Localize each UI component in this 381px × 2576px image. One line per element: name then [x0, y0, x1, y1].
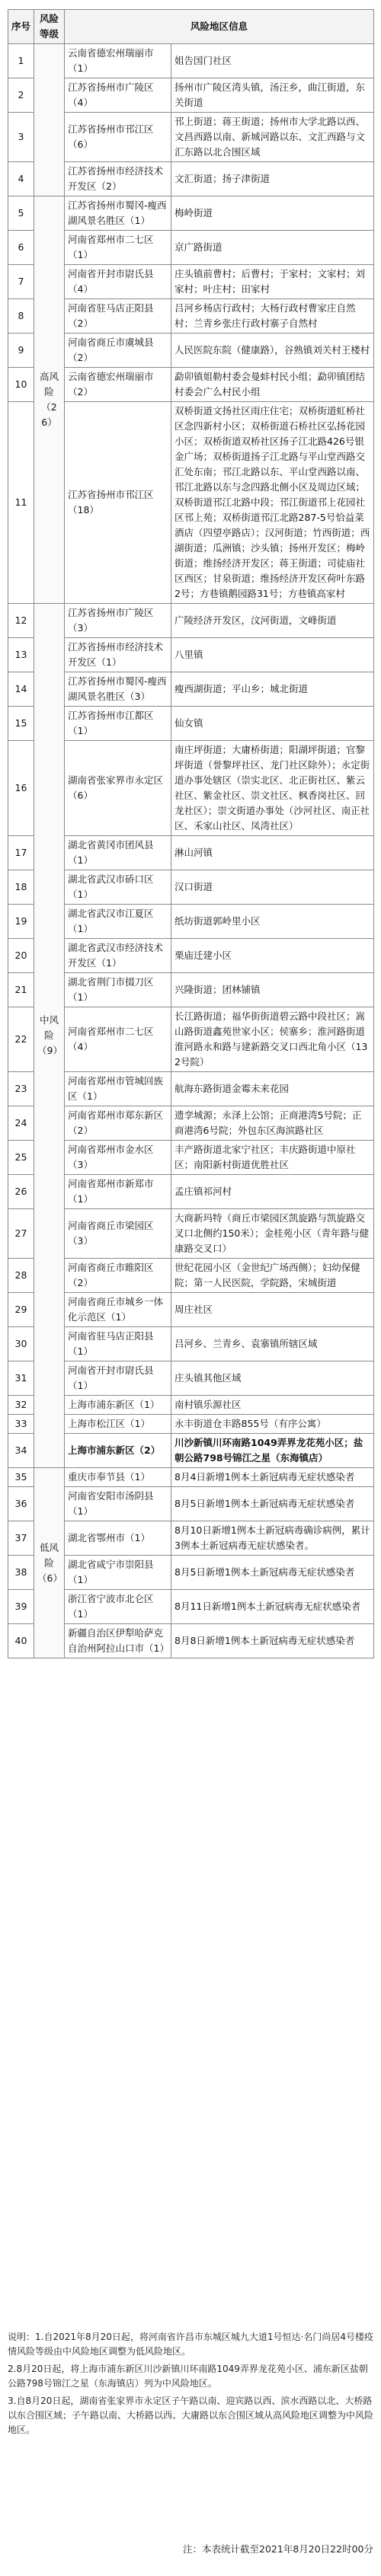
row-area-detail: 庄头镇其他区域	[171, 1361, 374, 1396]
row-region: 河南省商丘市城乡一体化示范区（1）	[65, 1293, 171, 1327]
row-region: 河南省商丘市睢阳区（2）	[65, 1259, 171, 1293]
row-area-detail: 南村镇乐源社区	[171, 1396, 374, 1415]
row-region: 湖北省武汉市经济技术开发区（1）	[65, 939, 171, 973]
row-area-detail: 汉口街道	[171, 870, 374, 905]
row-area-detail: 兴隆街道；团林铺镇	[171, 973, 374, 1007]
row-region: 河南省开封市尉氏县（4）	[65, 265, 171, 299]
row-region: 河南省郑州市郑东新区（2）	[65, 1106, 171, 1141]
row-region: 湖北省荆门市掇刀区（1）	[65, 973, 171, 1007]
row-number: 22	[8, 1007, 34, 1072]
row-number: 7	[8, 265, 34, 299]
row-number: 14	[8, 672, 34, 707]
row-area-detail: 梅岭街道	[171, 196, 374, 231]
row-area-detail: 勐卯镇姐勒村委会曼蚌村民小组；勐卯镇团结村委会广么村民小组	[171, 368, 374, 402]
row-region: 河南省商丘市虞城县（2）	[65, 334, 171, 368]
row-number: 5	[8, 196, 34, 231]
row-number: 2	[8, 78, 34, 113]
row-region: 江苏省扬州市邗江区（6）	[65, 113, 171, 162]
row-region: 江苏省扬州市蜀冈-瘦西湖风景名胜区（1）	[65, 196, 171, 231]
row-area-detail: 邗上街道；蒋王街道；扬州市大学北路以西、文昌西路以南、新城河路以东、文汇西路与文汇东路以北合围区域	[171, 113, 374, 162]
row-area-detail: 庄头镇前曹村；后曹村；于家村；文家村；刘家村；叶庄村；田家村	[171, 265, 374, 299]
row-region: 江苏省扬州市江都区（1）	[65, 707, 171, 741]
row-region: 江苏省扬州市广陵区（4）	[65, 78, 171, 113]
level-low-label: 低风险（6）	[34, 1468, 65, 1658]
row-area-detail: 栗庙迁建小区	[171, 939, 374, 973]
row-number: 13	[8, 638, 34, 672]
row-region: 湖北省武汉市硚口区（1）	[65, 870, 171, 905]
row-area-detail: 8月5日新增1例本土新冠病毒无症状感染者	[171, 1487, 374, 1521]
row-region: 河南省郑州市金水区（3）	[65, 1141, 171, 1175]
row-number: 23	[8, 1072, 34, 1106]
row-area-detail: 吕河乡杨店行政村；大杨行政村曹家庄自然村；兰青乡张庄行政村寨子自然村	[171, 299, 374, 334]
row-area-detail: 川沙新镇川环南路1049弄界龙花苑小区；盐朝公路798号锦江之星（东海镇店）	[171, 1434, 374, 1468]
row-number: 39	[8, 1590, 34, 1624]
table-row	[8, 1468, 374, 1487]
row-number: 37	[8, 1521, 34, 1556]
row-number: 29	[8, 1293, 34, 1327]
table-header-row	[8, 10, 374, 44]
row-area-detail: 广陵经济开发区，汶河街道，文峰街道	[171, 604, 374, 638]
row-region: 江苏省扬州市经济技术开发区（1）	[65, 638, 171, 672]
header-level: 风险等级	[34, 10, 65, 44]
level-high-label: 高风险（26）	[34, 196, 65, 604]
row-area-detail: 大商新玛特（商丘市梁园区凯旋路与凯旋路交叉口北侧约150米）；金桂苑小区（青年路与健康路交叉口）	[171, 1209, 374, 1259]
row-area-detail: 扬州市广陵区湾头镇，汤汪乡，曲江街道，东关街道	[171, 78, 374, 113]
row-region: 江苏省扬州市邗江区（18）	[65, 402, 171, 604]
note-item: 说明：1.自2021年8月20日起，将河南省许昌市东城区城九大道1号恒达·名门尚居4号楼疫情风险等级由中风险地区调整为低风险地区。	[8, 2332, 373, 2357]
row-region: 湖北省武汉市江夏区（1）	[65, 905, 171, 939]
row-area-detail: 永丰街道仓丰路855号（有序公寓）	[171, 1415, 374, 1434]
row-area-detail: 周庄社区	[171, 1293, 374, 1327]
row-number: 31	[8, 1361, 34, 1396]
header-no: 序号	[8, 10, 34, 44]
note-item: 3.自8月20日起，湖南省张家界市永定区子午路以南、迎宾路以西、滨水西路以北、大桥路以东合围区域；子午路以南、大桥路以西、大庸路以东合围区域从高风险地区调整为中风险地区。	[8, 2396, 374, 2435]
row-area-detail: 长江路街道；福华街街道碧云路中段社区；嵩山路街道鑫苑世家小区；侯寨乡；淮河路街道淮河路永和路与建新路交叉口西北角小区（132号院）	[171, 1007, 374, 1072]
table-row	[8, 196, 374, 231]
row-number: 4	[8, 162, 34, 196]
row-area-detail: 姐告国门社区	[171, 44, 374, 78]
row-number: 19	[8, 905, 34, 939]
row-area-detail: 遗孪城源；永泽上公馆；正商港湾5号院；正商港湾6号院；外包东区海滨路社区	[171, 1106, 374, 1141]
row-region: 湖南省张家界市永定区（6）	[65, 741, 171, 836]
row-region: 河南省安阳市汤阴县（1）	[65, 1487, 171, 1521]
row-area-detail: 人民医院东院（健康路），谷熟镇刘关村王楼村	[171, 334, 374, 368]
row-number: 30	[8, 1327, 34, 1361]
row-number: 9	[8, 334, 34, 368]
row-number: 26	[8, 1175, 34, 1209]
row-number: 17	[8, 836, 34, 870]
row-region: 江苏省扬州市经济技术开发区（2）	[65, 162, 171, 196]
row-number: 25	[8, 1141, 34, 1175]
row-area-detail: 8月11日新增1例本土新冠病毒无症状感染者	[171, 1590, 374, 1624]
row-region: 江苏省扬州市广陵区（3）	[65, 604, 171, 638]
table-row	[8, 604, 374, 638]
table-row	[8, 44, 374, 78]
row-number: 16	[8, 741, 34, 836]
note-item: 2.8月20日起，将上海市浦东新区川沙新镇川环南路1049弄界龙花苑小区、浦东新区盐朝公路798号锦江之星（东海镇店）列为中风险地区。	[8, 2364, 368, 2389]
row-area-detail: 双桥街道文扬社区雨庄住宅；双桥街道虹桥社区念四新村小区；双桥街道石桥社区弘扬花园小区；双桥街道双桥社区扬子江北路426号银金广场；双桥街道扬子江北路与平山堂西路交汇处东南；邗江北路以东、平山堂西路以南、邗江北路以东与念四路北侧小区及周边区域；双桥街道邗江北路中段；邗江街道邗上花园社区邗上苑；双桥街道邗江北路287-5号恰益菜酒店（四望亭路店）；汉河街道；竹西街道；西湖街道；瓜洲镇；沙头镇；扬州开发区；梅岭街道；维扬经济开发区；蒋王街道；司徒庙社区西区；甘泉街道；维扬经济开发区荷叶东路2号；方巷镇鹅园路31号；方巷镇高家村	[171, 402, 374, 604]
risk-area-table	[8, 9, 374, 1658]
row-region: 河南省郑州市二七区（4）	[65, 1007, 171, 1072]
row-number: 3	[8, 113, 34, 162]
row-area-detail: 文汇街道；扬子津街道	[171, 162, 374, 196]
row-number: 12	[8, 604, 34, 638]
row-area-detail: 8月8日新增1例本土新冠病毒无症状感染者	[171, 1624, 374, 1658]
row-number: 32	[8, 1396, 34, 1415]
row-region: 湖北省鄂州市（1）	[65, 1521, 171, 1556]
row-area-detail: 世纪花园小区（金世纪广场西侧）；妇幼保健院；第一人民医院，学院路，宋城街道	[171, 1259, 374, 1293]
row-area-detail: 航海东路街道金霉未来花园	[171, 1072, 374, 1106]
row-region: 河南省驻马店正阳县（1）	[65, 1327, 171, 1361]
row-number: 40	[8, 1624, 34, 1658]
row-number: 38	[8, 1556, 34, 1590]
row-area-detail: 仙女镇	[171, 707, 374, 741]
row-area-detail: 丰产路街道北家宁社区；丰庆路街道中原社区；南阳新村街道优胜社区	[171, 1141, 374, 1175]
row-area-detail: 瘦西湖街道；平山乡；城北街道	[171, 672, 374, 707]
row-number: 11	[8, 402, 34, 604]
row-region: 云南省德宏州瑞丽市（2）	[65, 368, 171, 402]
row-number: 15	[8, 707, 34, 741]
row-area-detail: 纸坊街道郭岭里小区	[171, 905, 374, 939]
row-number: 20	[8, 939, 34, 973]
row-number: 1	[8, 44, 34, 78]
row-region: 云南省德宏州瑞丽市（1）	[65, 44, 171, 78]
row-region: 上海市松江区（1）	[65, 1415, 171, 1434]
row-area-detail: 8月10日新增1例本土新冠病毒确诊病例，累计3例本土新冠病毒无症状感染者。	[171, 1521, 374, 1556]
row-number: 28	[8, 1259, 34, 1293]
level-high-blank	[34, 44, 65, 196]
row-number: 24	[8, 1106, 34, 1141]
row-number: 21	[8, 973, 34, 1007]
row-area-detail: 吕河乡、兰青乡、袁寨镇所辖区域	[171, 1327, 374, 1361]
row-region: 河南省驻马店正阳县（2）	[65, 299, 171, 334]
row-region: 河南省郑州市新郑市（1）	[65, 1175, 171, 1209]
row-region: 江苏省扬州市蜀冈-瘦西湖风景名胜区（3）	[65, 672, 171, 707]
row-area-detail: 京广路街道	[171, 231, 374, 265]
row-number: 10	[8, 368, 34, 402]
row-region: 上海市浦东新区（2）	[65, 1434, 171, 1468]
row-region: 上海市浦东新区（1）	[65, 1396, 171, 1415]
row-number: 6	[8, 231, 34, 265]
row-number: 36	[8, 1487, 34, 1521]
row-region: 河南省郑州市二七区（1）	[65, 231, 171, 265]
statistics-footer: 注：本表统计截至2021年8月20日22时00分	[183, 2543, 373, 2555]
row-region: 重庆市奉节县（1）	[65, 1468, 171, 1487]
table-body	[8, 44, 374, 1658]
row-number: 8	[8, 299, 34, 334]
row-area-detail: 八里镇	[171, 638, 374, 672]
row-area-detail: 8月4日新增1例本土新冠病毒无症状感染者	[171, 1468, 374, 1487]
row-area-detail: 淋山河镇	[171, 836, 374, 870]
row-region: 湖北省黄冈市团风县（1）	[65, 836, 171, 870]
row-region: 浙江省宁波市北仑区（1）	[65, 1590, 171, 1624]
row-region: 河南省郑州市管城回族区（1）	[65, 1072, 171, 1106]
row-area-detail: 8月5日新增1例本土新冠病毒无症状感染者	[171, 1556, 374, 1590]
row-number: 34	[8, 1434, 34, 1468]
row-area-detail: 南庄坪街道；大庸桥街道；阳湖坪街道；官黎坪街道（誉黎坪社区、龙门社区除外）；永定街道办事处辖区（崇实北区、北正街社区、紫云社区、紫金社区、崇文社区、枫香岗社区、回龙社区）；崇文街道办事处（沙河社区、南正社区、禾家山社区、凤湾社区）	[171, 741, 374, 836]
level-mid-label: 中风险（9）	[34, 604, 65, 1468]
row-number: 18	[8, 870, 34, 905]
row-region: 河南省开封市尉氏县（1）	[65, 1361, 171, 1396]
row-region: 新疆自治区伊犁哈萨克自治州阿拉山口市（1）	[65, 1624, 171, 1658]
notes-section	[8, 2330, 373, 2440]
row-area-detail: 孟庄镇祁河村	[171, 1175, 374, 1209]
row-region: 湖北省咸宁市崇阳县（1）	[65, 1556, 171, 1590]
header-area-info: 风险地区信息	[65, 10, 374, 44]
row-number: 35	[8, 1468, 34, 1487]
row-number: 33	[8, 1415, 34, 1434]
row-region: 河南省商丘市梁园区（3）	[65, 1209, 171, 1259]
row-number: 27	[8, 1209, 34, 1259]
